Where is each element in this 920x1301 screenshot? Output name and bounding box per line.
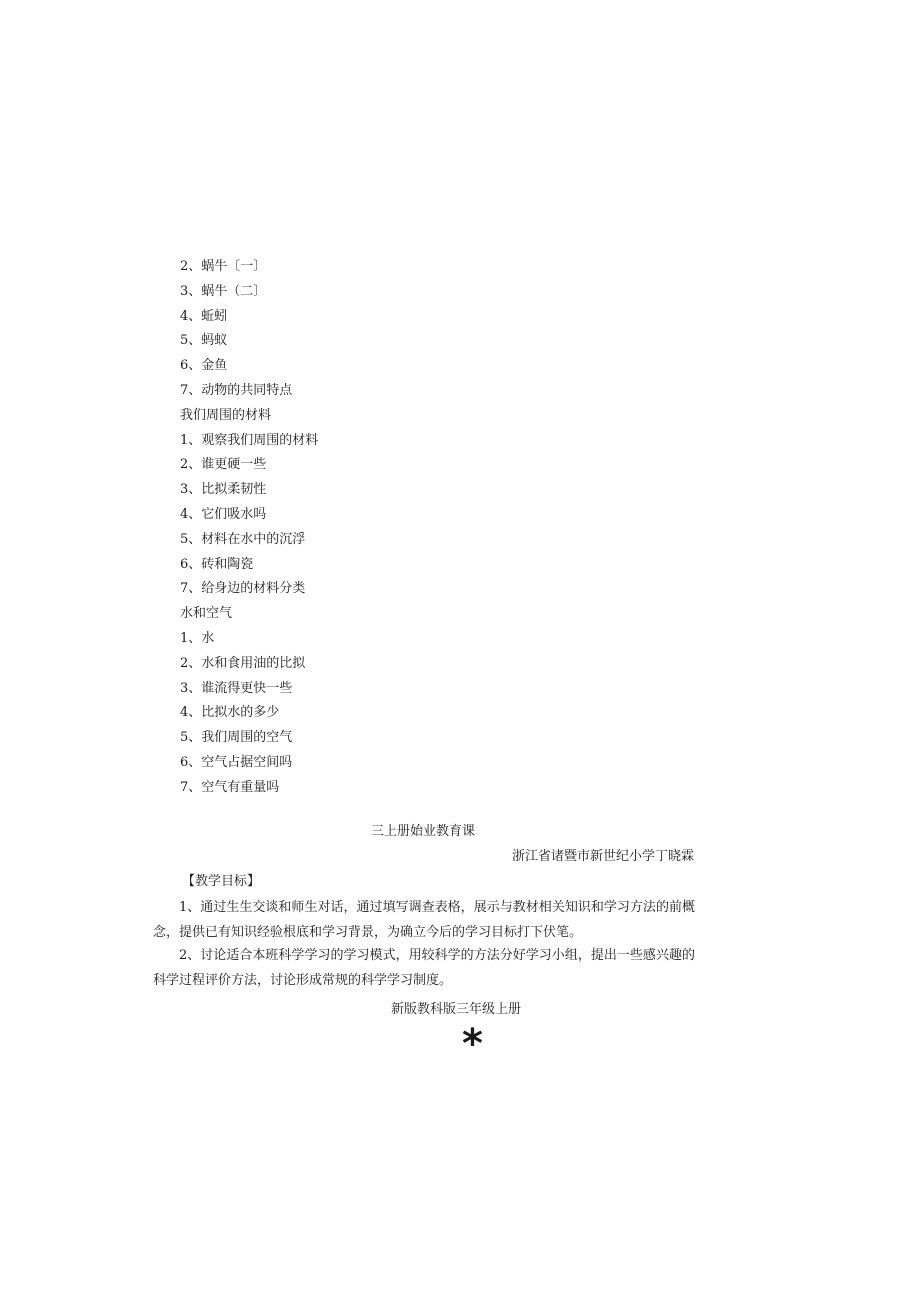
table-of-contents: [180, 255, 318, 801]
toc-item: 6、空气占据空间吗: [180, 754, 293, 770]
toc-item: 6、金鱼: [180, 358, 228, 374]
toc-item: 1、水: [180, 630, 215, 646]
toc-item: 7、给身边的材料分类: [180, 581, 306, 597]
toc-unit-heading: 水和空气: [180, 606, 233, 622]
toc-item: 4、它们吸水吗: [180, 506, 267, 522]
objective-paragraph-2: 2、讨论适合本班科学学习的学习模式，用较科学的方法分好学习小组，提出一些感兴趣的科学过程评价方法，讨论形成常规的科学学习制度。: [153, 948, 695, 988]
toc-item: 5、我们周围的空气: [180, 730, 293, 746]
toc-unit-heading: 我们周围的材料: [180, 407, 272, 423]
toc-item: 2、谁更硬一些: [180, 457, 267, 473]
objective-paragraph-1: 1、通过生生交谈和师生对话，通过填写调查表格，展示与教材相关知识和学习方法的前概念，提供已有知识经验根底和学习背景，为确立今后的学习目标打下伏笔。: [153, 900, 695, 940]
section-heading: 【教学目标】: [182, 874, 261, 889]
toc-item: 4、蚯蚓: [180, 308, 228, 324]
toc-item: 5、蚂蚁: [180, 333, 228, 349]
author-line: 浙江省诸暨市新世纪小学丁晓霖: [511, 849, 694, 864]
toc-item: 4、比拟水的多少: [180, 705, 280, 721]
toc-item: 7、动物的共同特点: [180, 382, 293, 398]
toc-item: 7、空气有重量吗: [180, 779, 280, 795]
toc-item: 3、谁流得更快一些: [180, 680, 293, 696]
toc-item: 2、水和食用油的比拟: [180, 655, 306, 671]
toc-item: 1、观察我们周围的材料: [180, 432, 319, 448]
toc-item: 6、砖和陶瓷: [180, 556, 254, 572]
toc-item: 3、蜗牛（二〕: [180, 283, 267, 299]
edition-footer: 新版教科版三年级上册: [390, 1002, 521, 1017]
lesson-title: 三上册始业教育课: [370, 824, 475, 839]
toc-item: 5、材料在水中的沉浮: [180, 531, 306, 547]
toc-item: 2、蜗牛〔一〕: [180, 259, 267, 274]
asterisk-mark: *: [462, 1021, 483, 1067]
toc-item: 3、比拟柔韧性: [180, 482, 267, 498]
